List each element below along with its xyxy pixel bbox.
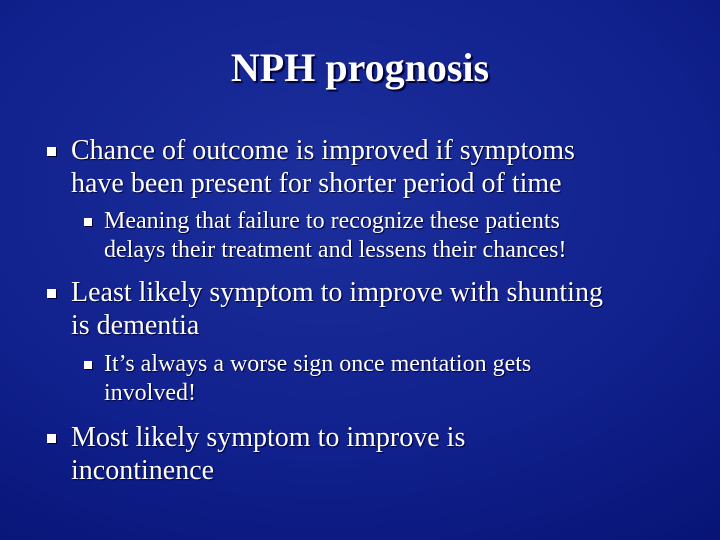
sub-bullet-line: It’s always a worse sign once mentation gets (104, 351, 532, 377)
bullet-item (71, 421, 465, 487)
sub-bullet-line: involved! (104, 380, 196, 406)
square-bullet-icon (47, 289, 56, 298)
bullet-line: is dementia (71, 310, 200, 341)
square-bullet-icon (84, 361, 92, 369)
square-bullet-icon (47, 147, 56, 156)
sub-bullet-item (104, 350, 531, 408)
bullet-line: Most likely symptom to improve is (71, 422, 466, 453)
sub-bullet-line: Meaning that failure to recognize these patients (104, 208, 560, 234)
bullet-item (71, 276, 603, 342)
bullet-line: have been present for shorter period of time (71, 168, 562, 199)
sub-bullet-line: delays their treatment and lessens their chances! (104, 237, 567, 263)
bullet-line: Least likely symptom to improve with shunting (71, 277, 603, 308)
bullet-line: Chance of outcome is improved if symptoms (71, 135, 575, 166)
slide-title: NPH prognosis (230, 45, 490, 90)
square-bullet-icon (47, 434, 56, 443)
sub-bullet-item (104, 207, 566, 265)
bullet-item (71, 134, 575, 200)
square-bullet-icon (84, 218, 92, 226)
bullet-line: incontinence (71, 455, 215, 486)
